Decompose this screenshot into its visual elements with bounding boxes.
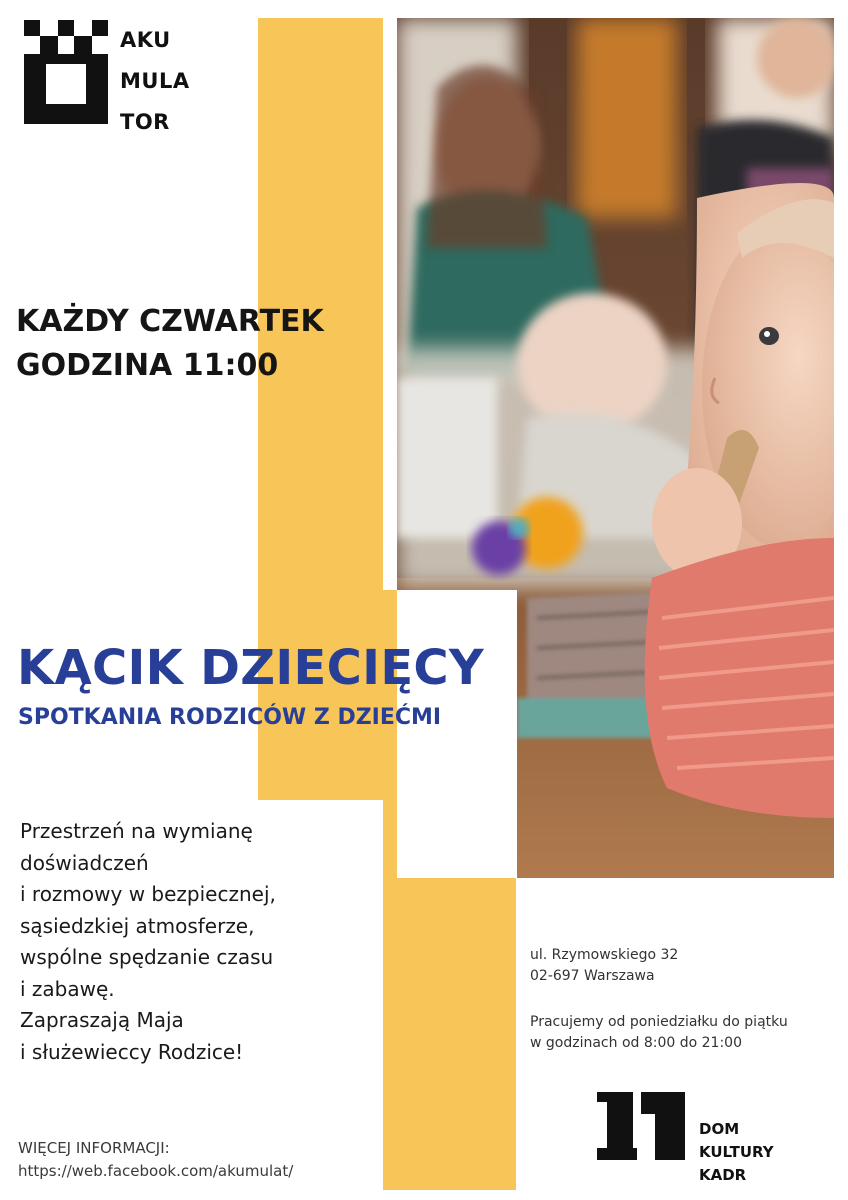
- logo-line-2: MULA: [120, 69, 190, 93]
- schedule-text: [16, 300, 324, 388]
- akumulator-logo-icon: [24, 20, 108, 124]
- event-description: [20, 816, 276, 1068]
- description-line: doświadczeń: [20, 850, 149, 875]
- kadr-line-2: KULTURY: [699, 1143, 774, 1161]
- more-info-link[interactable]: https://web.facebook.com/akumulat/: [18, 1162, 294, 1180]
- description-line: Przestrzeń na wymianę: [20, 819, 253, 843]
- event-subtitle: SPOTKANIA RODZICÓW Z DZIEĆMI: [18, 705, 442, 730]
- opening-hours: [530, 1012, 788, 1054]
- logo-line-1: AKU: [120, 28, 171, 52]
- description-line: i służewieccy Rodzice!: [20, 1039, 244, 1064]
- description-line: i zabawę.: [20, 976, 115, 1001]
- hours-line-2: w godzinach od 8:00 do 21:00: [530, 1035, 742, 1051]
- description-line: wspólne spędzanie czasu: [20, 945, 274, 969]
- address-city: 02-697 Warszawa: [530, 968, 655, 984]
- address-street: ul. Rzymowskiego 32: [530, 947, 679, 963]
- more-info: [18, 1137, 293, 1183]
- kadr-logo-icon: [597, 1092, 685, 1160]
- photo-children-playing: [397, 18, 834, 878]
- schedule-day: KAŻDY CZWARTEK: [16, 304, 324, 339]
- logo-line-3: TOR: [120, 110, 170, 134]
- address: [530, 945, 678, 987]
- description-line: Zapraszają Maja: [20, 1008, 184, 1032]
- description-line: i rozmowy w bezpiecznej,: [20, 882, 276, 906]
- schedule-time: GODZINA 11:00: [16, 348, 279, 383]
- more-info-label: WIĘCEJ INFORMACJI:: [18, 1139, 170, 1157]
- description-line: sąsiedzkiej atmosferze,: [20, 913, 255, 938]
- kadr-line-1: DOM: [699, 1120, 740, 1138]
- event-title: KĄCIK DZIECIĘCY: [17, 640, 484, 696]
- kadr-line-3: KADR: [699, 1166, 747, 1184]
- hours-line-1: Pracujemy od poniedziałku do piątku: [530, 1014, 788, 1030]
